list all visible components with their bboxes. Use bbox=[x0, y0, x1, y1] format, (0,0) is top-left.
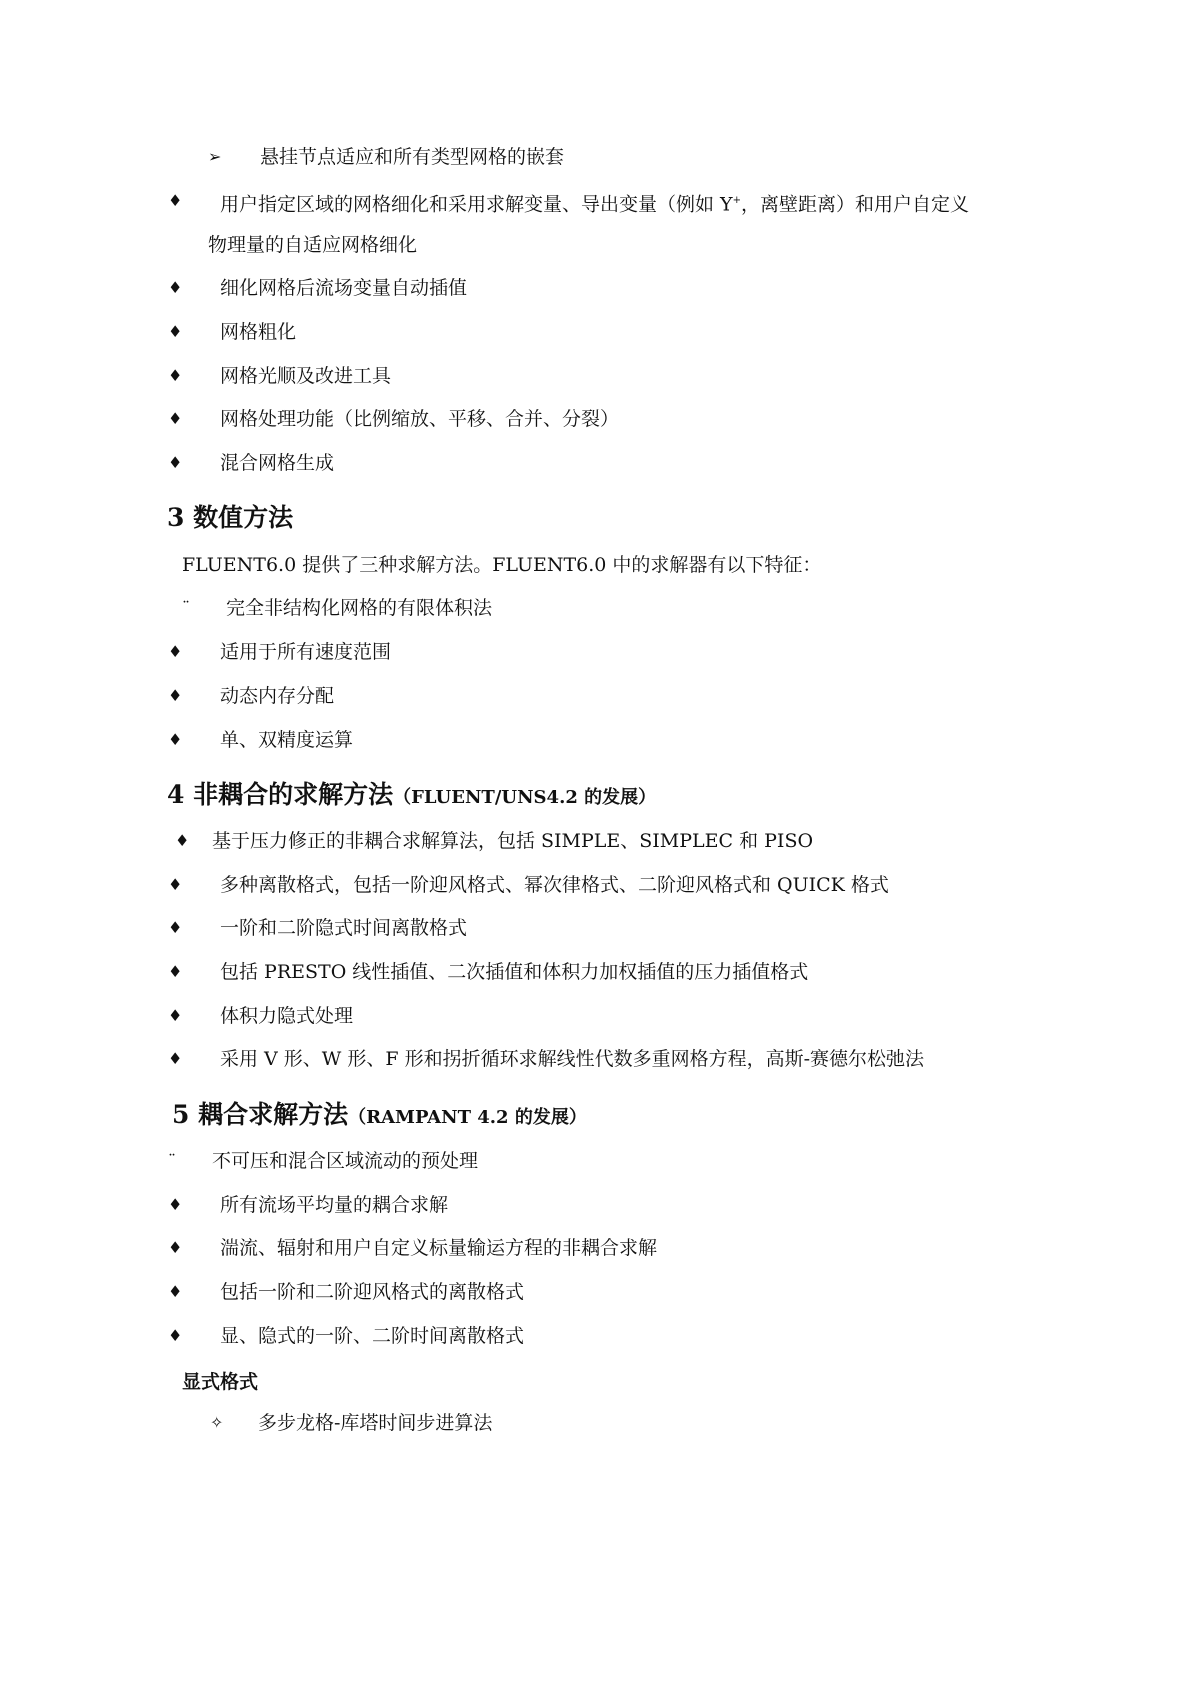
list-item: 多步龙格-库塔时间步进算法 bbox=[258, 1412, 493, 1434]
explicit-scheme-heading: 显式格式 bbox=[182, 1371, 259, 1393]
diamond-bullet-icon: ♦ bbox=[168, 686, 183, 705]
diamond-bullet-icon: ♦ bbox=[168, 1238, 183, 1257]
list-item: 混合网格生成 bbox=[220, 452, 335, 474]
diamond-bullet-icon: ♦ bbox=[168, 278, 183, 297]
section-3-intro: FLUENT6.0 提供了三种求解方法。FLUENT6.0 中的求解器有以下特征： bbox=[182, 554, 822, 576]
list-item: 体积力隐式处理 bbox=[220, 1005, 354, 1027]
dots-bullet-icon: ¨ bbox=[168, 1151, 176, 1170]
diamond-bullet-icon: ♦ bbox=[168, 962, 183, 981]
list-item: 多种离散格式，包括一阶迎风格式、幂次律格式、二阶迎风格式和 QUICK 格式 bbox=[220, 874, 889, 896]
diamond-bullet-icon: ♦ bbox=[168, 642, 183, 661]
list-item: 网格粗化 bbox=[220, 321, 297, 343]
list-item: 细化网格后流场变量自动插值 bbox=[220, 277, 468, 299]
arrow-bullet-icon: ➢ bbox=[208, 147, 222, 166]
list-item: 用户指定区域的网格细化和采用求解变量、导出变量（例如 Y+，离壁距离）和用户自定义 bbox=[220, 193, 969, 216]
diamond-bullet-icon: ♦ bbox=[168, 875, 183, 894]
diamond-bullet-icon: ♦ bbox=[175, 831, 190, 850]
list-item: 湍流、辐射和用户自定义标量输运方程的非耦合求解 bbox=[220, 1237, 658, 1259]
list-item: 显、隐式的一阶、二阶时间离散格式 bbox=[220, 1325, 525, 1347]
diamond-bullet-icon: ♦ bbox=[168, 1326, 183, 1345]
list-item: 动态内存分配 bbox=[220, 685, 335, 707]
section-5-heading: 5 耦合求解方法（RAMPANT 4.2 的发展） bbox=[172, 1100, 587, 1129]
diamond-bullet-icon: ♦ bbox=[168, 366, 183, 385]
diamond-bullet-icon: ♦ bbox=[168, 1195, 183, 1214]
list-item: 采用 V 形、W 形、F 形和拐折循环求解线性代数多重网格方程，高斯-赛德尔松弛法 bbox=[220, 1048, 925, 1070]
diamond-bullet-icon: ♦ bbox=[168, 1049, 183, 1068]
list-item: 不可压和混合区域流动的预处理 bbox=[212, 1150, 479, 1172]
diamond-bullet-icon: ♦ bbox=[168, 730, 183, 749]
star-bullet-icon: ✧ bbox=[210, 1413, 224, 1432]
list-item: 一阶和二阶隐式时间离散格式 bbox=[220, 917, 468, 939]
diamond-bullet-icon: ♦ bbox=[168, 191, 183, 210]
list-item: 网格光顺及改进工具 bbox=[220, 365, 392, 387]
section-3-heading: 3 数值方法 bbox=[167, 503, 294, 532]
list-item: 包括 PRESTO 线性插值、二次插值和体积力加权插值的压力插值格式 bbox=[220, 961, 809, 983]
list-item: 完全非结构化网格的有限体积法 bbox=[226, 597, 493, 619]
diamond-bullet-icon: ♦ bbox=[168, 322, 183, 341]
list-item: 所有流场平均量的耦合求解 bbox=[220, 1194, 449, 1216]
list-item: 适用于所有速度范围 bbox=[220, 641, 392, 663]
diamond-bullet-icon: ♦ bbox=[168, 1282, 183, 1301]
list-item-continuation: 物理量的自适应网格细化 bbox=[208, 234, 418, 256]
diamond-bullet-icon: ♦ bbox=[168, 918, 183, 937]
list-item: 基于压力修正的非耦合求解算法，包括 SIMPLE、SIMPLEC 和 PISO bbox=[212, 830, 814, 852]
list-item: 包括一阶和二阶迎风格式的离散格式 bbox=[220, 1281, 525, 1303]
diamond-bullet-icon: ♦ bbox=[168, 409, 183, 428]
list-item: 悬挂节点适应和所有类型网格的嵌套 bbox=[260, 146, 565, 168]
section-4-heading: 4 非耦合的求解方法（FLUENT/UNS4.2 的发展） bbox=[167, 780, 657, 809]
list-item: 单、双精度运算 bbox=[220, 729, 354, 751]
list-item: 网格处理功能（比例缩放、平移、合并、分裂） bbox=[220, 408, 620, 430]
diamond-bullet-icon: ♦ bbox=[168, 453, 183, 472]
dots-bullet-icon: ¨ bbox=[182, 598, 190, 617]
diamond-bullet-icon: ♦ bbox=[168, 1006, 183, 1025]
